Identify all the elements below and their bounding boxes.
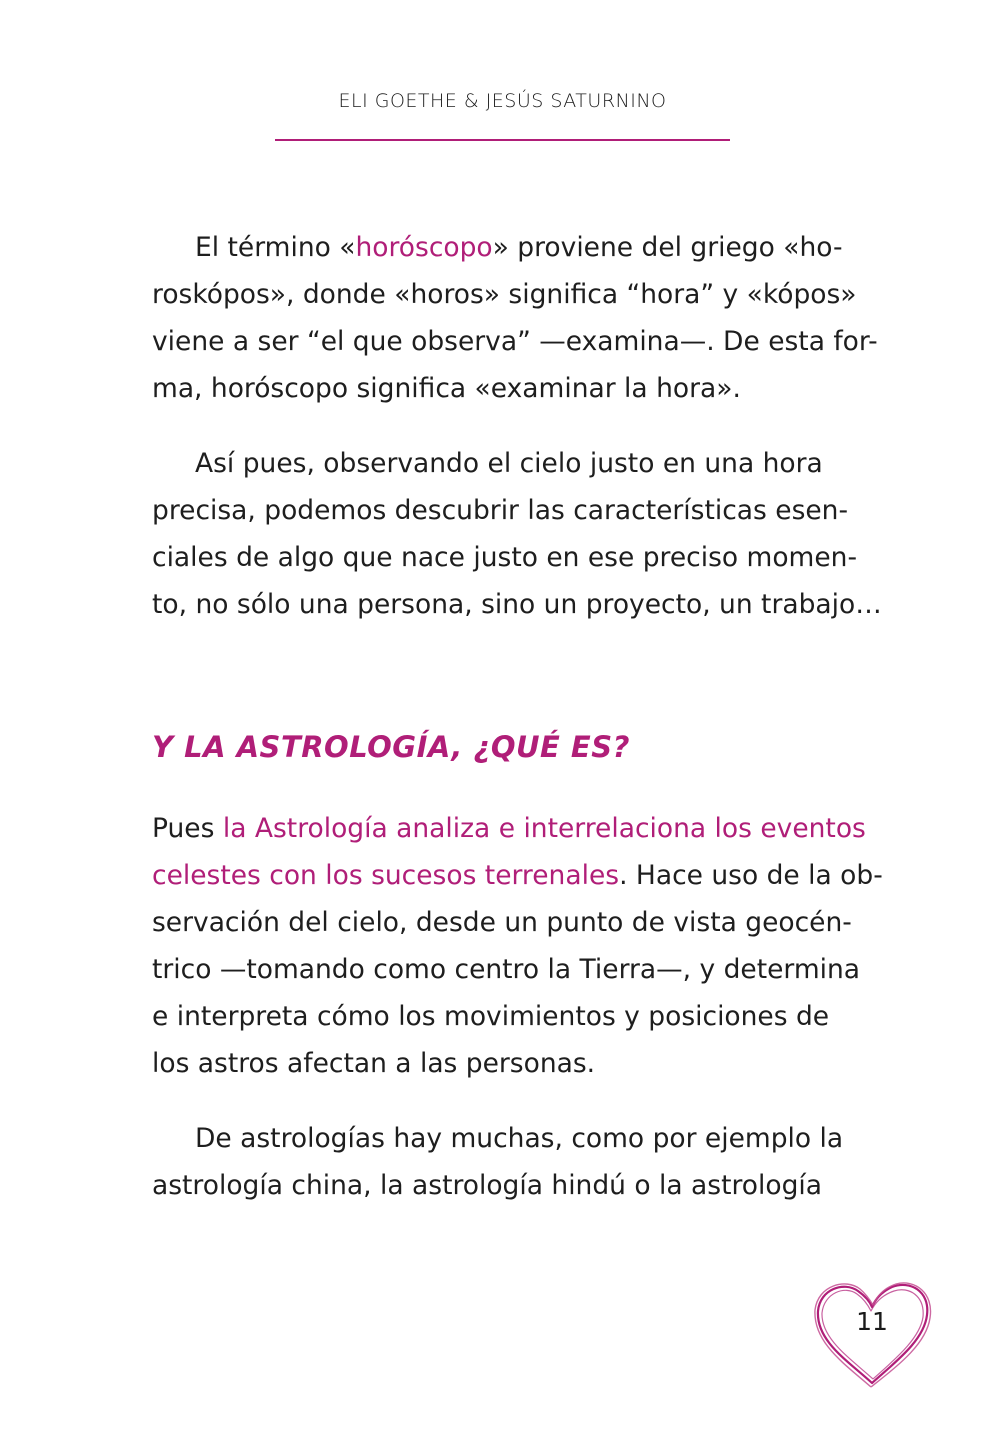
text-line: roskópos», donde «horos» significa “hora” y «kópos» [152,279,857,310]
paragraph-astrologia [152,805,897,1087]
header-rule [275,139,730,141]
text-line: trico —tomando como centro la Tierra—, y determina [152,954,861,985]
text-line: ciales de algo que nace justo en ese preciso momen- [152,542,858,573]
paragraph-horoscopo [152,224,897,412]
text-line: to, no sólo una persona, sino un proyecto, un trabajo… [152,589,882,620]
page-number-badge [808,1275,936,1395]
highlight-definition: celestes con los sucesos terrenales [152,860,620,891]
text-line: servación del cielo, desde un punto de vista geocén- [152,907,852,938]
text-line: ma, horóscopo significa «examinar la hora». [152,373,741,404]
text-line: e interpreta cómo los movimientos y posiciones de [152,1001,830,1032]
text-line: El término «horóscopo» proviene del griego «ho- [195,232,843,263]
text-line: De astrologías hay muchas, como por ejemplo la [195,1123,844,1154]
paragraph-tipos [152,1115,897,1209]
text-line: precisa, podemos descubrir las características esen- [152,495,849,526]
paragraph-observando [152,440,897,628]
text-line: viene a ser “el que observa” —examina—. De esta for- [152,326,878,357]
text-line: Así pues, observando el cielo justo en una hora [195,448,823,479]
text-line: celestes con los sucesos terrenales. Hace uso de la ob- [152,860,883,891]
highlight-definition: la Astrología analiza e interrelaciona los eventos [222,813,866,844]
page-number: 11 [856,1307,888,1336]
text-line: Pues la Astrología analiza e interrelaciona los eventos [152,813,866,844]
highlight-horoscopo: horóscopo [355,232,493,263]
section-heading: Y LA ASTROLOGÍA, ¿QUÉ ES? [152,730,630,764]
running-head: ELI GOETHE & JESÚS SATURNINO [338,90,667,112]
text-line: astrología china, la astrología hindú o la astrología [152,1170,823,1201]
text-line: los astros afectan a las personas. [152,1048,596,1079]
